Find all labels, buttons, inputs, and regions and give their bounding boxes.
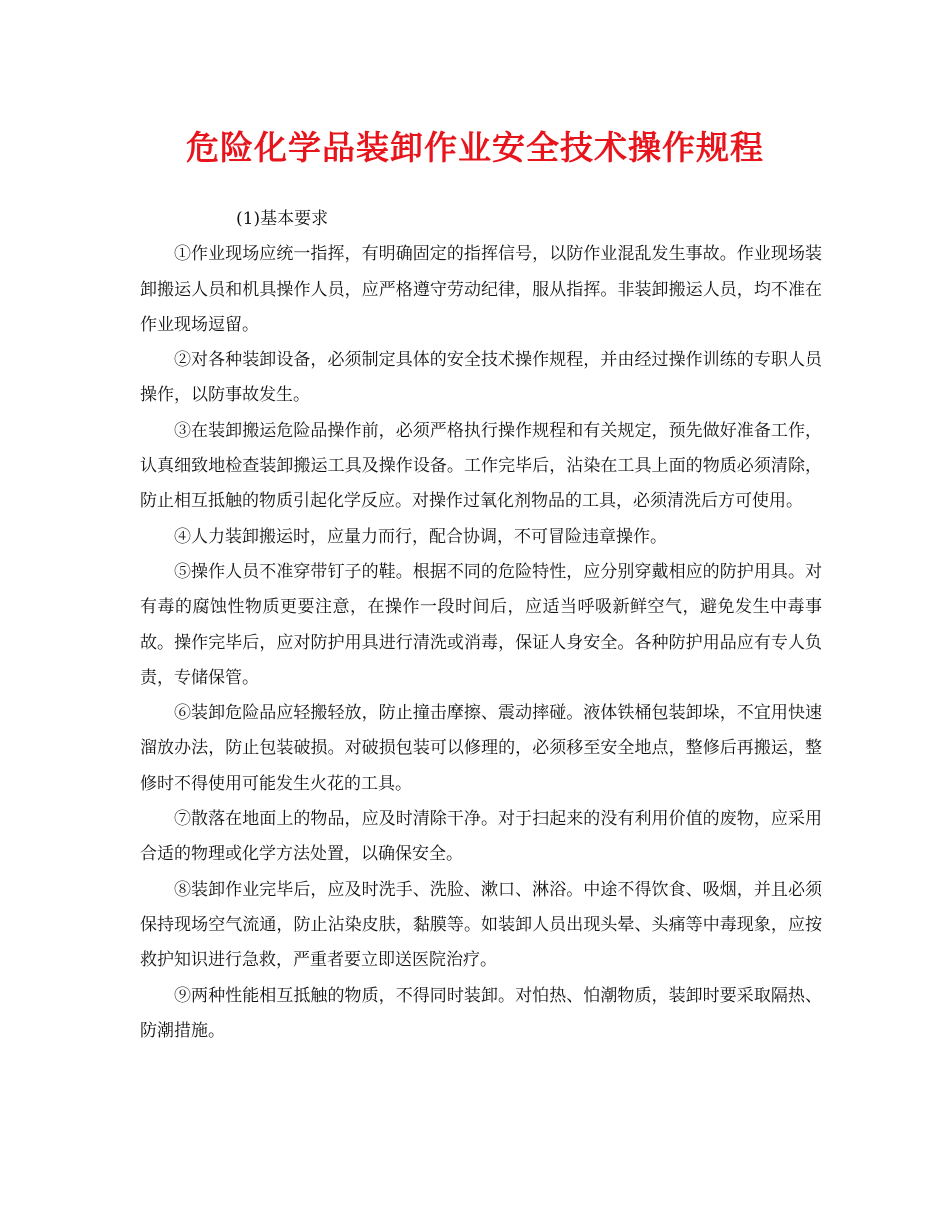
document-title: 危险化学品装卸作业安全技术操作规程 — [186, 128, 764, 167]
rule-item-2: ②对各种装卸设备，必须制定具体的安全技术操作规程，并由经过操作训练的专职人员操作，以防事故发生。 — [140, 350, 822, 406]
rule-item-3: ③在装卸搬运危险品操作前，必须严格执行操作规程和有关规定，预先做好准备工作，认真细致地检查装卸搬运工具及操作设备。工作完毕后，沾染在工具上面的物质必须清除，防止相互抵触的物质引起化学反应。对操作过氧化剂物品的工具，必须清洗后方可使用。 — [140, 420, 822, 512]
rule-item-6: ⑥装卸危险品应轻搬轻放，防止撞击摩擦、震动摔碰。液体铁桶包装卸垛，不宜用快速溜放办法，防止包装破损。对破损包装可以修理的，必须移至安全地点，整修后再搬运，整修时不得使用可能发生火花的工具。 — [140, 703, 822, 794]
rule-item-4: ④人力装卸搬运时，应量力而行，配合协调，不可冒险违章操作。 — [174, 526, 667, 547]
rule-item-8: ⑧装卸作业完毕后，应及时洗手、洗脸、漱口、淋浴。中途不得饮食、吸烟，并且必须保持现场空气流通，防止沾染皮肤，黏膜等。如装卸人员出现头晕、头痛等中毒现象，应按救护知识进行急救，严重者要立即送医院治疗。 — [140, 879, 822, 971]
rule-item-1: ①作业现场应统一指挥，有明确固定的指挥信号，以防作业混乱发生事故。作业现场装卸搬运人员和机具操作人员，应严格遵守劳动纪律，服从指挥。非装卸搬运人员，均不准在作业现场逗留。 — [140, 244, 822, 335]
document-body — [140, 202, 822, 1049]
section-heading: (1)基本要求 — [236, 209, 329, 229]
rule-item-7: ⑦散落在地面上的物品，应及时清除干净。对于扫起来的没有利用价值的废物，应采用合适的物理或化学方法处置，以确保安全。 — [140, 809, 822, 865]
rule-item-5: ⑤操作人员不准穿带钉子的鞋。根据不同的危险特性，应分别穿戴相应的防护用具。对有毒的腐蚀性物质更要注意，在操作一段时间后，应适当呼吸新鲜空气，避免发生中毒事故。操作完毕后，应对防护用具进行清洗或消毒，保证人身安全。各种防护用品应有专人负责，专储保管。 — [140, 561, 822, 688]
rule-item-9: ⑨两种性能相互抵触的物质，不得同时装卸。对怕热、怕潮物质，装卸时要采取隔热、防潮措施。 — [140, 985, 822, 1041]
